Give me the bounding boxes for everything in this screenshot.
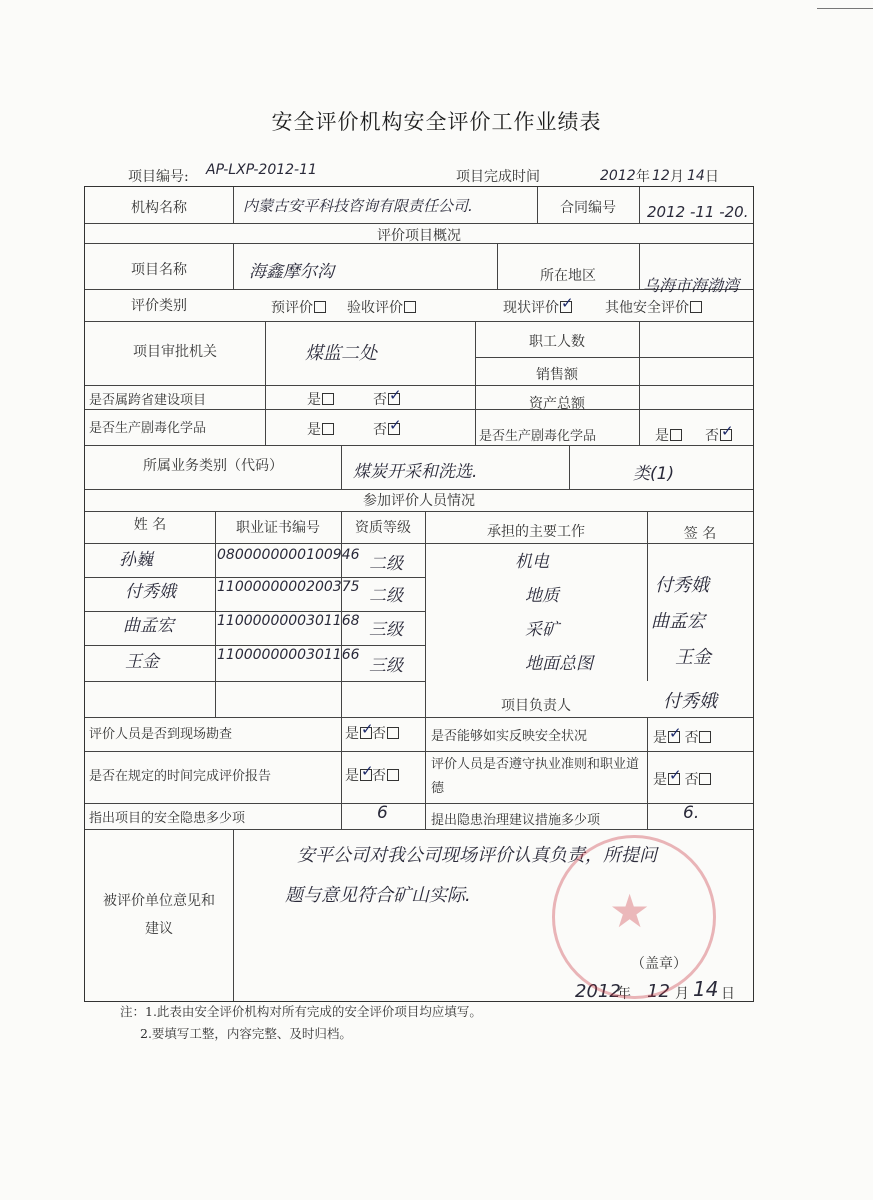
org-name-label: 机构名称	[131, 200, 187, 216]
finish-month-suffix: 月	[670, 169, 684, 185]
eval-type-current: 现状评价✓	[503, 297, 572, 317]
truthful-yes-checkbox[interactable]	[668, 731, 680, 743]
toxic-label-right: 是否生产剧毒化学品	[479, 429, 597, 444]
measures-label: 提出隐患治理建议措施多少项	[431, 813, 601, 828]
leader-signature: 付秀娥	[663, 691, 717, 712]
person-level: 三级	[369, 656, 403, 676]
hazards-value: 6	[377, 803, 388, 823]
toxic-yes-checkbox[interactable]	[322, 423, 334, 435]
scan-edge-mark	[817, 0, 873, 9]
eval-type-acceptance-checkbox[interactable]	[404, 301, 416, 313]
truthful-label: 是否能够如实反映安全状况	[431, 729, 588, 744]
opinion-date-month-suffix: 月	[675, 986, 689, 1002]
eval-type-label: 评价类别	[131, 298, 187, 314]
staff-label: 职工人数	[529, 334, 585, 350]
cross-province-no-checkbox[interactable]	[388, 393, 400, 405]
personnel-heading: 参加评价人员情况	[363, 493, 475, 509]
person-cert: 1100000000200375	[217, 579, 360, 595]
finish-year-suffix: 年	[636, 169, 650, 185]
onsite-answer: 是✓ 否	[345, 723, 399, 743]
person-cert: 1100000000301166	[217, 647, 360, 663]
ontime-yes-checkbox[interactable]	[360, 769, 372, 781]
org-name-value: 内蒙古安平科技咨询有限责任公司.	[243, 197, 473, 215]
finish-day: 14	[687, 168, 705, 184]
truthful-no-checkbox[interactable]	[699, 731, 711, 743]
sales-label: 销售额	[536, 367, 578, 383]
finish-time-label: 项目完成时间	[456, 169, 540, 185]
person-name: 孙巍	[119, 550, 153, 570]
eval-type-current-checkbox[interactable]	[560, 301, 572, 313]
opinion-text-line1: 安平公司对我公司现场评价认真负责，所提问	[297, 845, 657, 866]
opinion-date-month: 12	[647, 981, 670, 1002]
person-work: 地质	[525, 586, 559, 606]
toxic-no: 否✓	[373, 419, 400, 439]
hazards-label: 指出项目的安全隐患多少项	[89, 811, 246, 826]
col-cert: 职业证书编号	[236, 520, 320, 536]
eval-type-other-checkbox[interactable]	[690, 301, 702, 313]
cross-province-no: 否✓	[373, 389, 400, 409]
cross-province-yes-checkbox[interactable]	[322, 393, 334, 405]
toxic-label: 是否生产剧毒化学品	[89, 421, 207, 436]
finish-month: 12	[652, 168, 670, 184]
project-no-value: AP-LXP-2012-11	[206, 162, 317, 178]
leader-label: 项目负责人	[501, 698, 571, 714]
person-cert: 1100000000301168	[217, 613, 360, 629]
person-signature: 曲孟宏	[651, 611, 705, 632]
toxic-yes: 是	[307, 419, 334, 439]
measures-value: 6.	[683, 803, 700, 823]
opinion-text-line2: 题与意见符合矿山实际.	[285, 885, 471, 906]
person-name: 付秀娥	[125, 582, 176, 602]
person-signature: 付秀娥	[655, 575, 709, 596]
overview-heading: 评价项目概况	[377, 228, 461, 244]
contract-value: 2012 -11 -20.	[647, 203, 749, 221]
cross-province-label: 是否属跨省建设项目	[89, 393, 207, 408]
region-value: 乌海市海渤湾	[643, 276, 740, 295]
person-signature: 王金	[675, 647, 711, 668]
eval-type-pre: 预评价	[271, 297, 326, 317]
person-name: 曲孟宏	[123, 616, 174, 636]
toxic-no-checkbox[interactable]	[388, 423, 400, 435]
person-work: 机电	[515, 552, 549, 572]
toxic-right-no: 否✓	[705, 425, 732, 445]
page-title: 安全评价机构安全评价工作业绩表	[271, 110, 602, 134]
opinion-date-day-suffix: 日	[721, 986, 735, 1002]
contract-label: 合同编号	[560, 200, 616, 216]
note-2: 2.要填写工整，内容完整、及时归档。	[140, 1026, 352, 1041]
eval-type-other: 其他安全评价	[605, 297, 702, 317]
person-level: 二级	[369, 554, 403, 574]
approval-label: 项目审批机关	[133, 344, 217, 360]
ethics-yes-checkbox[interactable]	[668, 773, 680, 785]
person-work: 地面总图	[525, 654, 593, 674]
onsite-yes-checkbox[interactable]	[360, 727, 372, 739]
truthful-answer: 是✓ 否	[653, 727, 711, 747]
col-sign: 签 名	[683, 526, 717, 542]
opinion-date-day: 14	[693, 977, 719, 1001]
opinion-date-year: 2012	[575, 981, 621, 1002]
eval-type-acceptance: 验收评价	[347, 297, 416, 317]
assets-label: 资产总额	[529, 396, 585, 412]
seal-note: （盖章）	[631, 956, 687, 972]
person-cert: 0800000000100946	[217, 547, 360, 563]
note-1: 注：1.此表由安全评价机构对所有完成的安全评价项目均应填写。	[120, 1004, 482, 1019]
ontime-label: 是否在规定的时间完成评价报告	[89, 769, 272, 784]
col-work: 承担的主要工作	[487, 524, 585, 540]
person-name: 王金	[125, 652, 159, 672]
ethics-label: 评价人员是否遵守执业准则和职业道德	[431, 757, 640, 796]
toxic-right-no-checkbox[interactable]	[720, 429, 732, 441]
approval-value: 煤监二处	[305, 343, 377, 364]
onsite-no-checkbox[interactable]	[387, 727, 399, 739]
project-name-label: 项目名称	[131, 262, 187, 278]
person-work: 采矿	[525, 620, 559, 640]
ethics-no-checkbox[interactable]	[699, 773, 711, 785]
toxic-right-yes: 是	[655, 425, 682, 445]
person-level: 二级	[369, 586, 403, 606]
col-name: 姓 名	[133, 517, 167, 533]
opinion-date-year-suffix: 年	[617, 986, 631, 1002]
industry-code: 类(1)	[633, 464, 675, 484]
region-label: 所在地区	[540, 268, 596, 284]
col-level: 资质等级	[355, 520, 411, 536]
ethics-answer: 是✓ 否	[653, 769, 711, 789]
project-no-label: 项目编号:	[128, 169, 189, 185]
toxic-right-yes-checkbox[interactable]	[670, 429, 682, 441]
ontime-no-checkbox[interactable]	[387, 769, 399, 781]
finish-year: 2012	[600, 168, 636, 184]
person-level: 三级	[369, 620, 403, 640]
eval-type-pre-checkbox[interactable]	[314, 301, 326, 313]
opinion-label: 被评价单位意见和建议	[103, 893, 215, 937]
finish-day-suffix: 日	[705, 169, 719, 185]
cross-province-yes: 是	[307, 389, 334, 409]
ontime-answer: 是✓ 否	[345, 765, 399, 785]
onsite-label: 评价人员是否到现场勘查	[89, 727, 233, 742]
industry-label: 所属业务类别（代码）	[143, 458, 283, 474]
industry-value: 煤炭开采和洗选.	[353, 462, 478, 482]
company-seal	[552, 835, 719, 1001]
project-name-value: 海鑫摩尔沟	[249, 262, 334, 282]
